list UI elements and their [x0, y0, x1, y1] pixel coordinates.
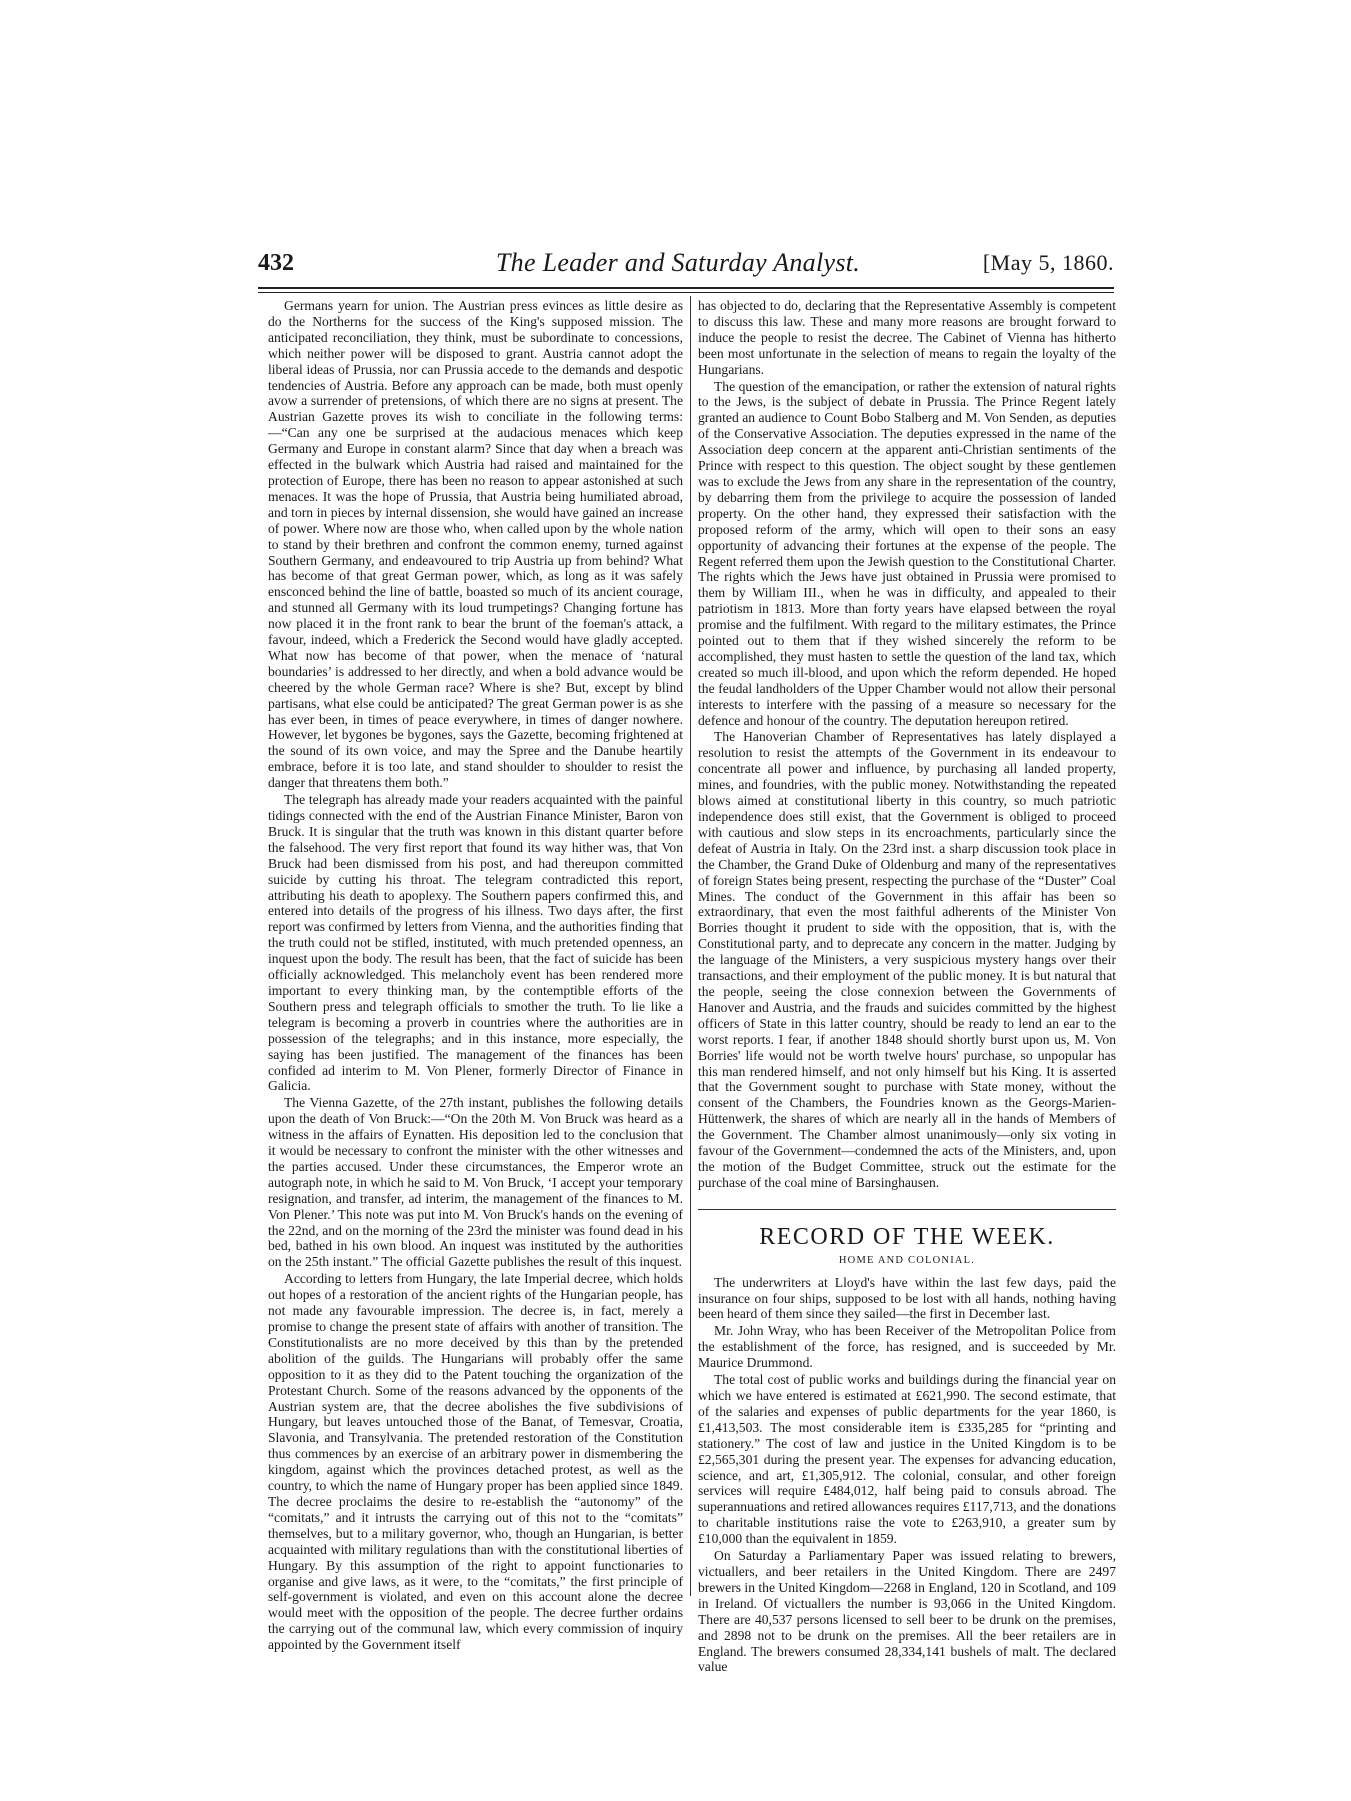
page-number: 432	[258, 250, 294, 276]
section-title: RECORD OF THE WEEK.	[759, 1223, 1055, 1250]
page-header	[258, 244, 1114, 284]
section-subtitle: HOME AND COLONIAL.	[838, 1254, 976, 1266]
header-rule	[258, 287, 1114, 289]
section-rule	[698, 1209, 1116, 1210]
paragraph: The telegraph has already made your readers acquainted with the painful tidings connected with the end of the Austrian Finance Minister, Baron von Bruck. It is singular that the truth was known in this distant quarter before the falsehood. The very first report that found its way hither was, that Von Bruck had been dismissed from his post, and had thereupon committed suicide by cutting his throat. The telegram contradicted this report, attributing his death to apoplexy. The Southern papers confirmed this, and entered into details of the progress of his illness. Two days after, the first report was confirmed by letters from Vienna, and the authorities finding that the truth could not be stifled, instituted, with much pretended openness, an inquest upon the body. The result has been, that the fact of suicide has been officially acknowledged. This melancholy event has been rendered more important to every thinking man, by the contemptible efforts of the Southern press and telegraph officials to smother the truth. To lie like a telegram is becoming a proverb in countries where the authorities are in possession of the telegraphs; and in this instance, more especially, the saying has been justified. The management of the finances has been confided ad interim to M. Von Plener, formerly Director of Finance in Galicia.	[268, 792, 683, 1094]
issue-date: [May 5, 1860.	[982, 250, 1114, 275]
right-column	[698, 298, 1116, 1675]
paragraph: Germans yearn for union. The Austrian press evinces as little desire as do the Northerns for the success of the King's supposed mission. The anticipated reconciliation, they think, must be subordinate to concessions, which neither power will be disposed to grant. Austria cannot adopt the liberal ideas of Prussia, nor can Prussia accede to the demands and despotic tendencies of Austria. Before any approach can be made, both must openly avow a surrender of pretensions, of which there are no signs at present. The Austrian Gazette proves its wish to conciliate in the following terms:—“Can any one be surprised at the audacious menaces which keep Germany and Europe in constant alarm? Since that day when a breach was effected in the bulwark which Austria had raised and maintained for the protection of Europe, there has been no reason to appear astonished at such menaces. It was the hope of Prussia, that Austria being humiliated abroad, and torn in pieces by internal dissension, she would have gained an increase of power. Where now are those who, when called upon by the whole nation to stand by their brethren and confront the common enemy, turned against Southern Germany, and endeavoured to trip Austria up from behind? What has become of that great German power, which, as long as it was safely ensconced behind the line of battle, boasted so much of its ancient courage, and stunned all Germany with its loud trumpetings? Changing fortune has now placed it in the front rank to bear the brunt of the foeman's attack, a favour, indeed, which a Frederick the Second would have gladly accepted. What now has become of that power, when the menace of ‘natural boundaries’ is addressed to her directly, and when a bold advance would be cheered by the whole German race? Where is she? But, except by blind partisans, what else could be anticipated? The great German power is as she has ever been, in times of peace everywhere, in times of danger nowhere. However, let bygones be bygones, says the Gazette, becoming frightened at the sound of its own voice, and may the Spree and the Danube heartily embrace, before it is too late, and stand shoulder to shoulder to resist the danger that threatens them both.”	[268, 298, 683, 791]
header-rule-thin	[258, 292, 1114, 293]
paper-title: The Leader and Saturday Analyst.	[495, 248, 861, 277]
column-divider	[690, 296, 691, 1596]
paragraph: According to letters from Hungary, the late Imperial decree, which holds out hopes of a restoration of the ancient rights of the Hungarian people, has not made any favourable impression. The decree is, in fact, merely a promise to change the present state of affairs with another of transition. The Constitutionalists are no more deceived by this than by the pretended abolition of the guilds. The Hungarians will probably offer the same opposition to it as they did to the Patent touching the organization of the Protestant Church. Some of the reasons advanced by the opponents of the Austrian system are, that the decree abolishes the five subdivisions of Hungary, but leaves untouched those of the Banat, of Temesvar, Croatia, Slavonia, and Transylvania. The pretended restoration of the Constitution thus commences by an exercise of an arbitrary power in dismembering the kingdom, against which the provinces detached protest, as well as the country, to which the name of Hungary proper has been applied since 1849. The decree proclaims the desire to re-establish the “autonomy” of the “comitats,” and it intrusts the carrying out of this not to the “comitats” themselves, but to a military governor, who, though an Hungarian, is better acquainted with military regulations than with the constitutional liberties of Hungary. By this assumption of the right to appoint functionaries to organise and give laws, as it were, to the “comitats,” the first principle of self-government is violated, and even on this account alone the decree would meet with the opposition of the people. The decree further ordains the carrying out of the communal law, which every commission of inquiry appointed by the Government itself	[268, 1271, 683, 1653]
paragraph: The Vienna Gazette, of the 27th instant, publishes the following details upon the death of Von Bruck:—“On the 20th M. Von Bruck was heard as a witness in the affairs of Eynatten. His deposition led to the conclusion that it would be necessary to confront the minister with the other witnesses and the parties accused. Under these circumstances, the Emperor wrote an autograph note, in which he said to M. Von Bruck, ‘I accept your temporary resignation, and transfer, ad interim, the management of the finances to M. Von Plener.’ This note was put into M. Von Bruck's hands on the evening of the 22nd, and on the morning of the 23rd the minister was found dead in his bed, bathed in his own blood. An inquest was instituted by the authorities on the 25th instant.” The official Gazette publishes the result of this inquest.	[268, 1095, 683, 1270]
paragraph: The question of the emancipation, or rather the extension of natural rights to the Jews, is the subject of debate in Prussia. The Prince Regent lately granted an audience to Count Bobo Stalberg and M. Von Senden, as deputies of the Conservative Association. The deputies expressed in the name of the Association deep concern at the apparent anti-Christian sentiments of the Prince with respect to this question. The object sought by these gentlemen was to exclude the Jews from any share in the representation of the country, by debarring them from the privilege to acquire the possession of landed property. On the other hand, they expressed their satisfaction with the proposed reform of the army, which will open to their sons an easy opportunity of advancing their fortunes at the expense of the people. The Regent referred them upon the Jewish question to the Constitutional Charter. The rights which the Jews have just obtained in Prussia were promised to them by William III., when he was in difficulty, and appealed to their patriotism in 1813. More than forty years have elapsed between the royal promise and the fulfilment. With regard to the military estimates, the Prince pointed out to them that if they wished sincerely the reform to be accomplished, they must hasten to settle the question of the land tax, which created so much ill-blood, and upon which the reform depended. He hoped the feudal landholders of the Upper Chamber would not allow their personal interests to interfere with the passing of a measure so necessary for the defence and honour of the country. The deputation hereupon retired.	[698, 378, 1116, 728]
paragraph: On Saturday a Parliamentary Paper was issued relating to brewers, victuallers, and beer retailers in the United Kingdom. There are 2497 brewers in the United Kingdom—2268 in England, 120 in Scotland, and 109 in Ireland. Of victuallers the number is 93,066 in the United Kingdom. There are 40,537 persons licensed to sell beer to be drunk on the premises, and 2898 not to be drunk on the premises. All the beer retailers are in England. The brewers consumed 28,334,141 bushels of malt. The declared value	[698, 1548, 1116, 1675]
paragraph: The Hanoverian Chamber of Representatives has lately displayed a resolution to resist the attempts of the Government in its endeavour to concentrate all power and influence, by purchasing all landed property, mines, and foundries, with the public money. Notwithstanding the repeated blows aimed at constitutional liberty in this country, so much patriotic independence does still exist, that the Government is obliged to proceed with cautious and slow steps in its encroachments, particularly since the defeat of Austria in Italy. On the 23rd inst. a sharp discussion took place in the Chamber, the Grand Duke of Oldenburg and many of the representatives of foreign States being present, respecting the purchase of the “Duster” Coal Mines. The conduct of the Government in this affair has been so extraordinary, that even the most faithful adherents of the Minister Von Borries thought it prudent to side with the opposition, that is, with the Constitutional party, and to deprecate any concern in the matter. Judging by the language of the Ministers, a very suspicious mystery hangs over their transactions, and their employment of the public money. It is but natural that the people, seeing the close connexion between the Governments of Hanover and Austria, and the frauds and suicides committed by the highest officers of State in this latter country, should be ready to lend an ear to the worst reports. I fear, if another 1848 should shortly burst upon us, M. Von Borries' life would not be worth twelve hours' purchase, so unpopular has this man rendered himself, and not only himself but his King. It is asserted that the Government sought to purchase with State money, without the consent of the Chambers, the Foundries known as the Georgs-Marien-Hüttenwerk, the shares of which are nearly all in the hands of Members of the Government. The Chamber almost unanimously—only six voting in favour of the Government—condemned the acts of the Ministers, and, upon the motion of the Budget Committee, struck out the estimate for the purchase of the coal mine of Barsinghausen.	[698, 729, 1116, 1190]
paragraph: Mr. John Wray, who has been Receiver of the Metropolitan Police from the establishment of the force, has resigned, and is succeeded by Mr. Maurice Drummond.	[698, 1323, 1116, 1371]
left-column	[268, 298, 683, 1653]
paragraph: The underwriters at Lloyd's have within the last few days, paid the insurance on four ships, supposed to be lost with all hands, nothing having been heard of them since they sailed—the first in December last.	[698, 1274, 1116, 1322]
paragraph: The total cost of public works and buildings during the financial year on which we have entered is estimated at £621,990. The second estimate, that of the salaries and expenses of public departments for the year 1860, is £1,413,503. The most considerable item is £335,285 for “printing and stationery.” The cost of law and justice in the United Kingdom is to be £2,565,301 during the present year. The expenses for advancing education, science, and art, £1,305,912. The colonial, consular, and other foreign services will require £484,012, half being paid to consuls abroad. The superannuations and retired allowances requires £117,713, and the donations to charitable institutions raise the vote to £263,910, a greater sum by £10,000 than the equivalent in 1859.	[698, 1372, 1116, 1547]
paragraph: has objected to do, declaring that the Representative Assembly is competent to discuss this law. These and many more reasons are brought forward to induce the people to resist the decree. The Cabinet of Vienna has hitherto been most unfortunate in the selection of means to regain the loyalty of the Hungarians.	[698, 298, 1116, 377]
